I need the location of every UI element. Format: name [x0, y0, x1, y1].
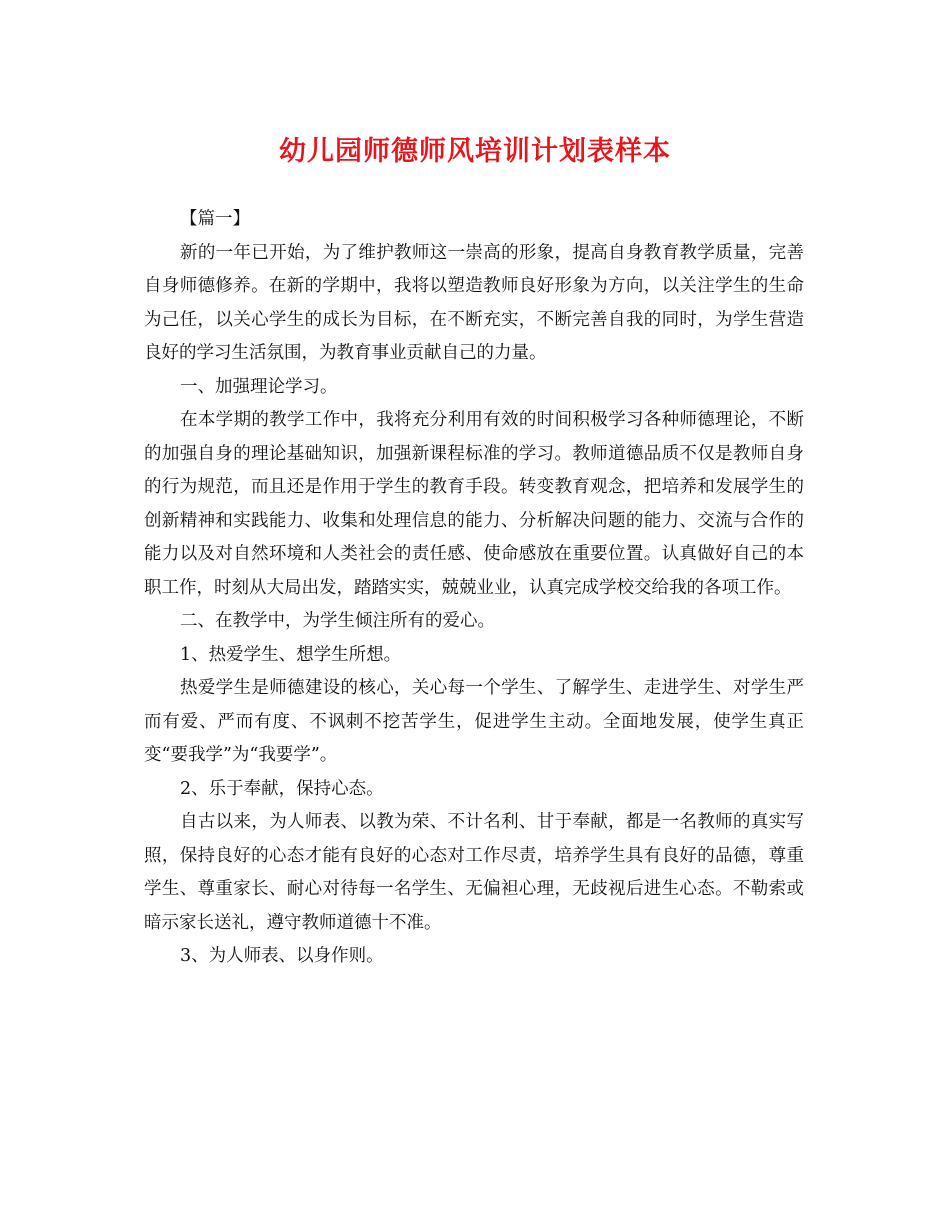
heading-theory-study: 一、加强理论学习。: [180, 376, 338, 397]
subheading-dedication: 2、乐于奉献，保持心态。: [180, 778, 384, 799]
document-body: [144, 203, 804, 974]
subheading-role-model: 3、为人师表、以身作则。: [180, 946, 384, 966]
paragraph-dedication: 自古以来，为人师表、以教为荣、不计名利、甘于奉献，都是一名教师的真实写照，保持良好的心态才能有良好的心态对工作尽责，培养学生具有良好的品德，尊重学生、尊重家长、耐心对待每一名学生、无偏袒心理，无歧视后进生心态。不勒索或暗示家长送礼，遵守教师道德十不准。: [144, 812, 804, 933]
paragraph-love-students: 热爱学生是师德建设的核心，关心每一个学生、了解学生、走进学生、对学生严而有爱、严而有度、不讽刺不挖苦学生，促进学生主动。全面地发展，使学生真正变“要我学”为“我要学”。: [144, 678, 804, 765]
heading-love-students: 二、在教学中，为学生倾注所有的爱心。: [180, 611, 495, 631]
document-title: 幼儿园师德师风培训计划表样本: [279, 136, 671, 167]
section-label: 【篇一】: [180, 209, 250, 229]
paragraph-intro: 新的一年已开始，为了维护教师这一崇高的形象，提高自身教育教学质量，完善自身师德修养。在新的学期中，我将以塑造教师良好形象为方向，以关注学生的生命为己任，以关心学生的成长为目标，在不断充实，不断完善自我的同时，为学生营造良好的学习生活氛围，为教育事业贡献自己的力量。: [144, 242, 804, 363]
paragraph-theory-study: 在本学期的教学工作中，我将充分利用有效的时间积极学习各种师德理论，不断的加强自身的理论基础知识，加强新课程标准的学习。教师道德品质不仅是教师自身的行为规范，而且还是作用于学生的教育手段。转变教育观念，把培养和发展学生的创新精神和实践能力、收集和处理信息的能力、分析解决问题的能力、交流与合作的能力以及对自然环境和人类社会的责任感、使命感放在重要位置。认真做好自己的本职工作，时刻从大局出发，踏踏实实，兢兢业业，认真完成学校交给我的各项工作。: [144, 410, 804, 598]
subheading-love-students: 1、热爱学生、想学生所想。: [180, 644, 402, 665]
